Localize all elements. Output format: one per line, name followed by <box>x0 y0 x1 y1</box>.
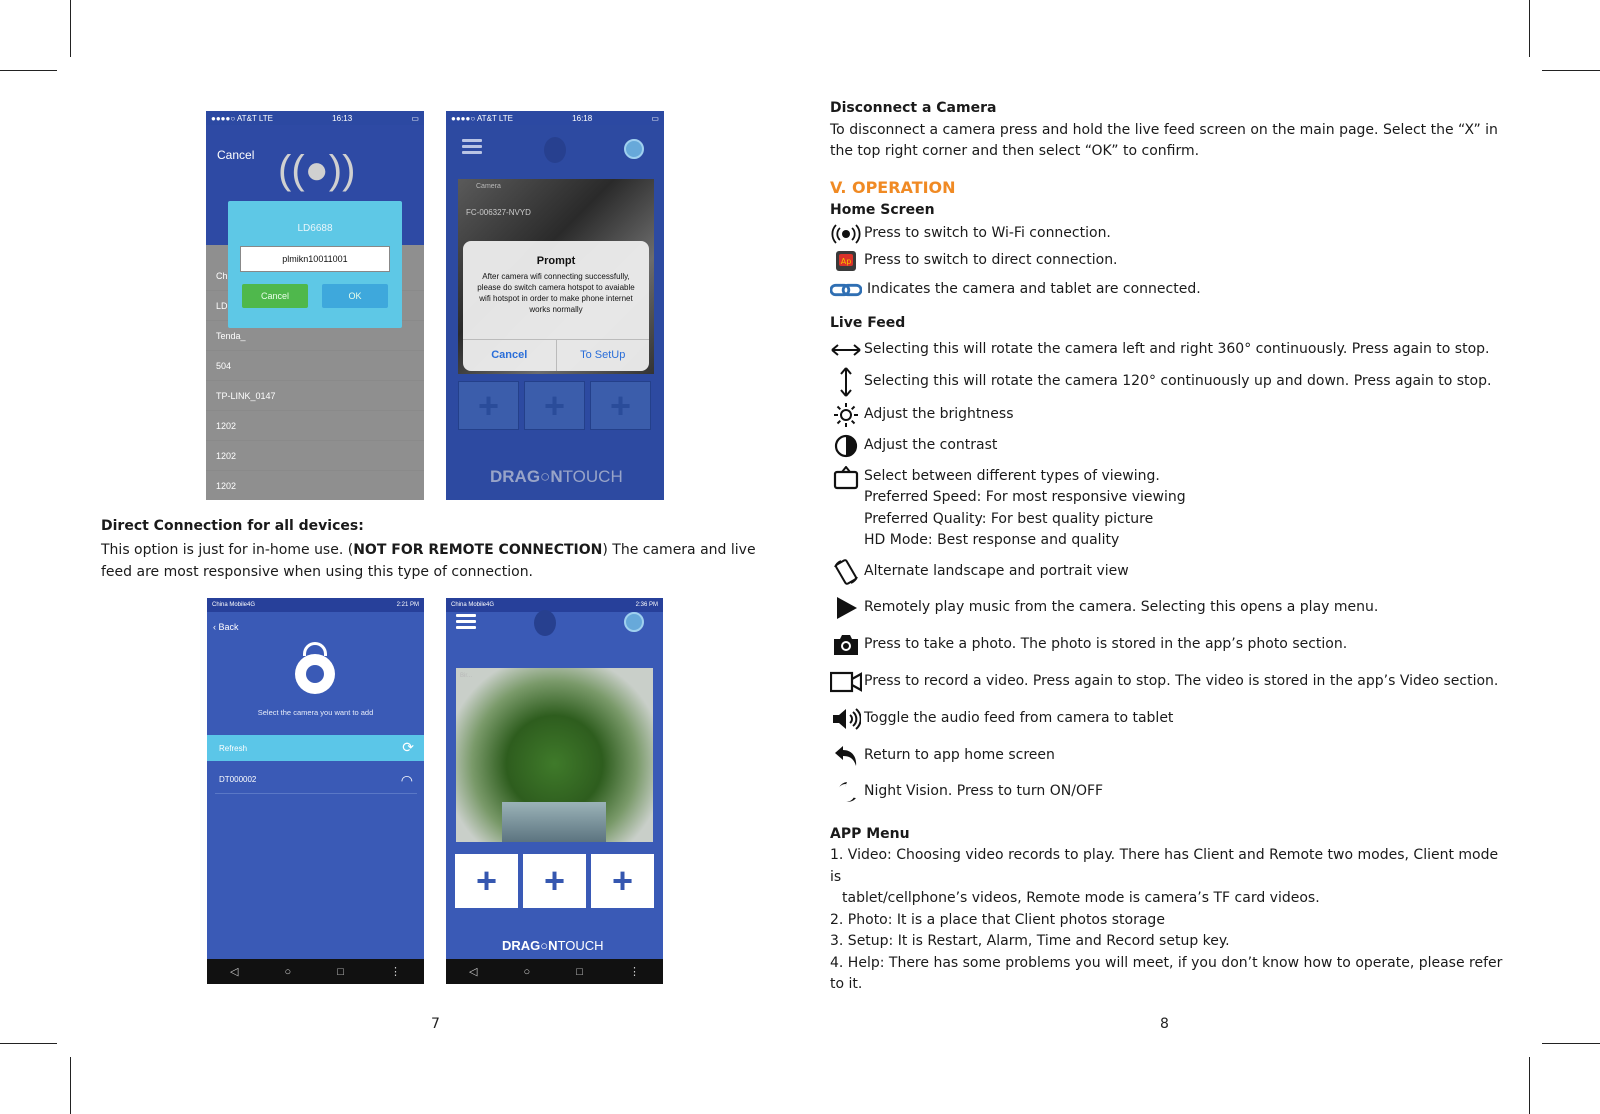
android-nav-bar <box>446 959 663 984</box>
live-feed-item-text: Selecting this will rotate the camera 120° continuously up and down. Press again to stop. <box>864 373 1492 390</box>
live-feed-item <box>830 774 1510 810</box>
live-feed-item-text: Adjust the contrast <box>864 437 998 454</box>
wifi-row[interactable]: Ch <box>206 261 424 291</box>
svg-text:Ap: Ap <box>840 256 852 266</box>
horizontal-arrows-icon <box>830 343 862 357</box>
brand-light: TOUCH <box>562 467 623 486</box>
prompt-body: After camera wifi connecting successfully, please do switch camera hotspot to avaiable wifi hotspot in order to make phone internet works normally <box>477 272 635 314</box>
wifi-row[interactable]: 1202 <box>206 471 424 500</box>
status-bar <box>206 111 424 125</box>
status-time: 16:18 <box>572 113 593 123</box>
add-camera-button[interactable]: + <box>524 381 585 430</box>
plant-pot <box>502 802 606 842</box>
live-feed-item <box>830 399 1510 431</box>
settings-camera-icon[interactable] <box>624 139 644 159</box>
wifi-signal-icon: ◠ <box>400 772 413 788</box>
back-label: Back <box>218 622 239 632</box>
dialog-title: LD6688 <box>297 223 333 234</box>
home-screen-title: Home Screen <box>830 201 935 218</box>
password-dialog <box>228 201 402 328</box>
status-bar <box>207 598 424 612</box>
crop-mark <box>1542 1043 1600 1044</box>
live-feed-item <box>830 663 1510 701</box>
carrier-text: ●●●●○ AT&T LTE <box>451 113 513 123</box>
refresh-icon[interactable]: ⟳ <box>402 739 414 755</box>
dialog-cancel-button[interactable]: Cancel <box>242 284 308 308</box>
app-menu-item: 1. Video: Choosing video records to play. There has Client and Remote two modes, Client mode is <box>830 847 1499 885</box>
dialog-ok-button[interactable]: OK <box>322 284 388 308</box>
crop-mark <box>70 1057 71 1114</box>
play-icon <box>830 596 862 620</box>
phone-screenshot-live-feed <box>446 598 663 984</box>
moon-icon <box>830 780 862 804</box>
view-mode-line: Preferred Quality: For best quality picture <box>864 510 1154 527</box>
nav-back-icon[interactable]: ◁ <box>469 966 478 978</box>
direct-connection-body <box>101 540 781 583</box>
nav-back-icon[interactable]: ◁ <box>230 966 239 978</box>
add-camera-button[interactable]: + <box>591 854 654 908</box>
home-item <box>830 275 1510 304</box>
crop-mark <box>1542 70 1600 71</box>
brightness-icon <box>830 402 862 428</box>
wifi-row[interactable]: 504 <box>206 351 424 381</box>
brand-bold: DRAG○N <box>490 467 563 486</box>
live-feed-item <box>830 627 1510 663</box>
add-camera-button[interactable]: + <box>455 854 518 908</box>
live-feed-item <box>830 589 1510 627</box>
live-feed-item-text: Remotely play music from the camera. Selecting this opens a play menu. <box>864 598 1379 615</box>
camera-icon <box>830 634 862 656</box>
wifi-row[interactable]: TP-LINK_0147 <box>206 381 424 411</box>
device-row[interactable] <box>215 768 417 794</box>
crop-mark <box>1529 1057 1530 1114</box>
live-feed-item <box>830 738 1510 774</box>
vertical-arrows-icon <box>830 366 862 398</box>
live-feed-item <box>830 555 1510 589</box>
phone-screenshot-prompt <box>446 111 664 500</box>
back-button[interactable] <box>213 622 239 632</box>
live-feed-item-text: Press to take a photo. The photo is stored in the app’s photo section. <box>864 635 1348 652</box>
settings-camera-icon[interactable] <box>624 612 644 632</box>
status-time: 2:36 PM <box>635 602 658 608</box>
view-mode-line: Select between different types of viewing. <box>864 467 1160 484</box>
app-menu-list <box>830 845 1510 996</box>
add-camera-row <box>458 381 651 430</box>
contrast-icon <box>830 434 862 458</box>
video-camera-icon <box>830 671 862 693</box>
carrier-text: China Mobile4G <box>212 602 256 608</box>
status-time: 2:21 PM <box>396 602 419 608</box>
add-camera-row <box>455 854 654 908</box>
feed-label: Bir... <box>460 673 473 679</box>
home-item-text: Press to switch to Wi-Fi connection. <box>864 224 1111 241</box>
refresh-bar[interactable] <box>207 735 424 761</box>
menu-icon[interactable] <box>462 139 482 153</box>
crop-mark <box>0 1043 57 1044</box>
view-mode-line: HD Mode: Best response and quality <box>864 532 1120 548</box>
home-item <box>830 221 1510 246</box>
brand-logo <box>490 467 623 487</box>
app-menu-item: tablet/cellphone’s videos, Remote mode is camera’s TF card videos. <box>842 890 1320 906</box>
direct-connection-icon <box>830 250 862 272</box>
feed-label: Camera <box>476 183 501 190</box>
home-item <box>830 246 1510 275</box>
prompt-setup-button[interactable]: To SetUp <box>580 349 626 361</box>
wifi-row[interactable]: 1202 <box>206 441 424 471</box>
nav-more-icon[interactable]: ⋮ <box>628 966 640 978</box>
prompt-cancel-button[interactable]: Cancel <box>463 340 557 371</box>
home-item-text: Indicates the camera and tablet are connected. <box>867 280 1201 297</box>
brand-light: TOUCH <box>557 938 604 953</box>
live-feed-item-text: Press to record a video. Press again to stop. The video is stored in the app’s Video section. <box>864 672 1499 689</box>
wifi-broadcast-icon <box>830 224 862 244</box>
prompt-dialog <box>463 241 649 371</box>
app-menu-item: 4. Help: There has some problems you will meet, if you don’t know how to operate, please refer to it. <box>830 954 1503 992</box>
live-feed-item-text: Selecting this will rotate the camera left and right 360° continuously. Press again to stop. <box>864 341 1490 358</box>
home-item-text: Press to switch to direct connection. <box>864 251 1118 268</box>
link-icon <box>830 283 862 297</box>
live-feed-item-text: Return to app home screen <box>864 746 1055 763</box>
live-feed-item <box>830 431 1510 462</box>
crop-mark <box>0 70 57 71</box>
app-header <box>446 125 664 177</box>
robot-logo-icon <box>544 137 566 163</box>
app-menu-item: 3. Setup: It is Restart, Alarm, Time and Record setup key. <box>830 933 1230 949</box>
android-nav-bar <box>207 959 424 984</box>
carrier-text: ●●●●○ AT&T LTE <box>211 113 273 123</box>
password-input[interactable]: plmikn10011001 <box>240 246 390 272</box>
status-bar <box>446 111 664 125</box>
status-bar <box>446 598 663 612</box>
direct-body-suffix: ) The camera and live feed are most responsive when using this type of connection. <box>101 542 756 580</box>
live-feed-item <box>830 335 1510 366</box>
app-menu-title: APP Menu <box>830 825 910 842</box>
prompt-title: Prompt <box>536 255 576 267</box>
return-icon <box>830 744 862 768</box>
device-name: DT000002 <box>219 775 257 784</box>
wifi-row[interactable]: Tenda_ <box>206 321 424 351</box>
live-feed-item-text: Toggle the audio feed from camera to tablet <box>864 710 1174 727</box>
rotate-screen-icon <box>830 558 862 586</box>
operation-title: V. OPERATION <box>830 177 956 197</box>
app-menu-item: 2. Photo: It is a place that Client photos storage <box>830 911 1165 928</box>
right-page-content <box>830 98 1510 996</box>
view-mode-line: Preferred Speed: For most responsive viewing <box>864 489 1186 505</box>
speaker-icon <box>830 707 862 731</box>
brand-bold: DRAG○N <box>502 938 558 953</box>
live-feed-item-text: Adjust the brightness <box>864 405 1014 422</box>
feed-id: FC-006327-NVYD <box>466 208 531 217</box>
wifi-row[interactable]: LD <box>206 291 424 321</box>
cancel-link[interactable]: Cancel <box>217 148 255 162</box>
direct-body-bold: NOT FOR REMOTE CONNECTION <box>353 542 603 558</box>
live-feed-title: Live Feed <box>830 315 906 331</box>
live-feed[interactable] <box>456 668 653 842</box>
direct-body-prefix: This option is just for in-home use. ( <box>101 542 354 558</box>
phone-screenshot-select-camera <box>207 598 424 984</box>
disconnect-body: To disconnect a camera press and hold the live feed screen on the main page. Select the “X” in the top right corner and then select “OK” to confirm. <box>830 121 1498 159</box>
phone-screenshot-wifi-password <box>206 111 424 500</box>
live-feed-item-text: Night Vision. Press to turn ON/OFF <box>864 782 1104 799</box>
nav-recent-icon[interactable]: □ <box>337 965 344 978</box>
nav-home-icon[interactable]: ○ <box>523 965 531 978</box>
menu-icon[interactable] <box>456 614 476 628</box>
refresh-label: Refresh <box>219 744 248 753</box>
wifi-row[interactable]: 1202 <box>206 411 424 441</box>
view-mode-icon <box>830 466 862 490</box>
live-feed-item <box>830 466 1510 552</box>
status-time: 16:13 <box>332 113 353 123</box>
wifi-broadcast-icon: ((●)) <box>278 148 356 192</box>
robot-logo-icon <box>295 654 335 694</box>
live-feed-item <box>830 366 1510 399</box>
live-feed-item <box>830 701 1510 738</box>
crop-mark <box>1529 0 1530 57</box>
page-number-left: 7 <box>431 1016 440 1032</box>
select-camera-text: Select the camera you want to add <box>257 708 374 717</box>
battery-icon: ▭ <box>651 113 659 123</box>
disconnect-title: Disconnect a Camera <box>830 100 997 116</box>
crop-mark <box>70 0 71 57</box>
live-feed-item-text: Alternate landscape and portrait view <box>864 562 1129 579</box>
chevron-left-icon: ‹ <box>213 622 219 632</box>
nav-more-icon[interactable]: ⋮ <box>389 966 401 978</box>
brand-logo <box>502 938 604 953</box>
carrier-text: China Mobile4G <box>451 602 495 608</box>
add-camera-button[interactable]: + <box>590 381 651 430</box>
nav-home-icon[interactable]: ○ <box>284 965 292 978</box>
add-camera-button[interactable]: + <box>523 854 586 908</box>
robot-logo-icon <box>534 610 556 636</box>
nav-recent-icon[interactable]: □ <box>576 965 583 978</box>
add-camera-button[interactable]: + <box>458 381 519 430</box>
page-number-right: 8 <box>1160 1016 1169 1032</box>
battery-icon: ▭ <box>411 113 419 123</box>
direct-connection-title: Direct Connection for all devices: <box>101 518 364 534</box>
